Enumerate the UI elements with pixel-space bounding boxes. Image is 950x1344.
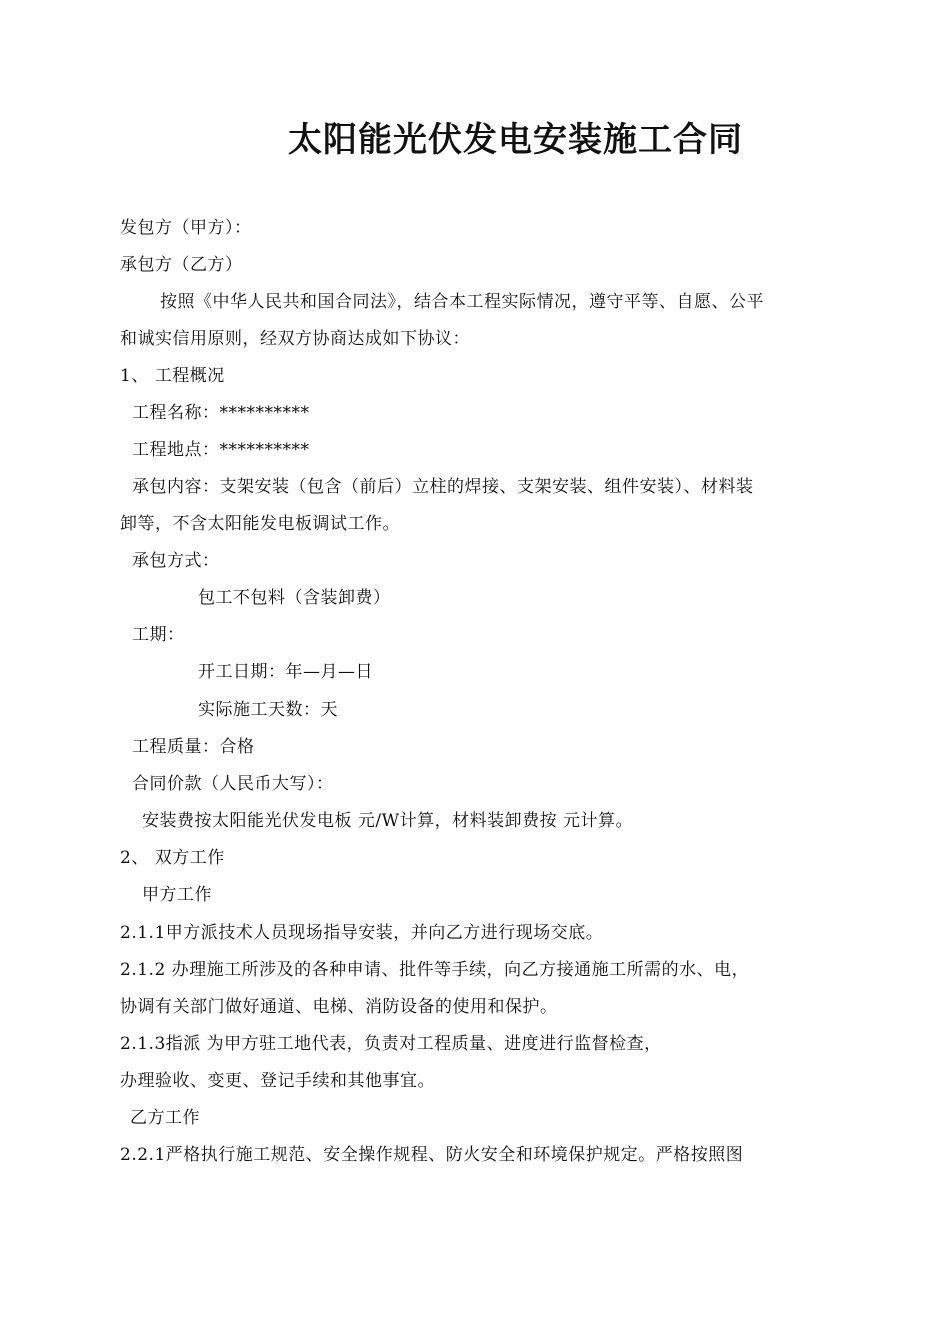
scope-line-1: 承包内容：支架安装（包含（前后）立柱的焊接、支架安装、组件安装）、材料装	[132, 477, 754, 497]
section-1-heading: 1、 工程概况	[120, 366, 225, 386]
work-days-line: 实际施工天数：天	[198, 700, 338, 720]
item-2-1-2-line-2: 协调有关部门做好通道、电梯、消防设备的使用和保护。	[120, 997, 558, 1017]
party-a-line: 发包方（甲方）：	[120, 218, 252, 238]
preamble-line-2: 和诚实信用原则，经双方协商达成如下协议：	[120, 329, 470, 349]
price-label: 合同价款（人民币大写）：	[132, 774, 334, 794]
price-detail-line: 安装费按太阳能光伏发电板 元/W计算，材料装卸费按 元计算。	[142, 811, 634, 831]
preamble-line-1: 按照《中华人民共和国合同法》，结合本工程实际情况，遵守平等、自愿、公平	[160, 292, 764, 312]
project-name-line: 工程名称：**********	[132, 403, 310, 423]
item-2-1-2-line-1: 2.1.2 办理施工所涉及的各种申请、批件等手续，向乙方接通施工所需的水、电，	[120, 960, 750, 980]
start-date-line: 开工日期：年—月—日	[198, 662, 373, 682]
quality-line: 工程质量：合格	[132, 737, 255, 757]
duration-label: 工期：	[132, 625, 185, 645]
party-a-work-heading: 甲方工作	[142, 885, 212, 905]
contract-mode-label: 承包方式：	[132, 551, 220, 571]
project-location-line: 工程地点：**********	[132, 440, 310, 460]
item-2-1-1: 2.1.1甲方派技术人员现场指导安装，并向乙方进行现场交底。	[120, 923, 604, 943]
contract-mode-value: 包工不包料（含装卸费）	[198, 588, 391, 608]
section-2-heading: 2、 双方工作	[120, 848, 225, 868]
party-b-line: 承包方（乙方）	[120, 255, 243, 275]
party-b-work-heading: 乙方工作	[130, 1108, 200, 1128]
item-2-1-3-line-2: 办理验收、变更、登记手续和其他事宜。	[120, 1071, 435, 1091]
document-title: 太阳能光伏发电安装施工合同	[288, 120, 743, 160]
scope-line-2: 卸等，不含太阳能发电板调试工作。	[120, 514, 400, 534]
item-2-1-3-line-1: 2.1.3指派 为甲方驻工地代表，负责对工程质量、进度进行监督检查，	[120, 1034, 662, 1054]
item-2-2-1: 2.2.1严格执行施工规范、安全操作规程、防火安全和环境保护规定。严格按照图	[120, 1145, 744, 1165]
